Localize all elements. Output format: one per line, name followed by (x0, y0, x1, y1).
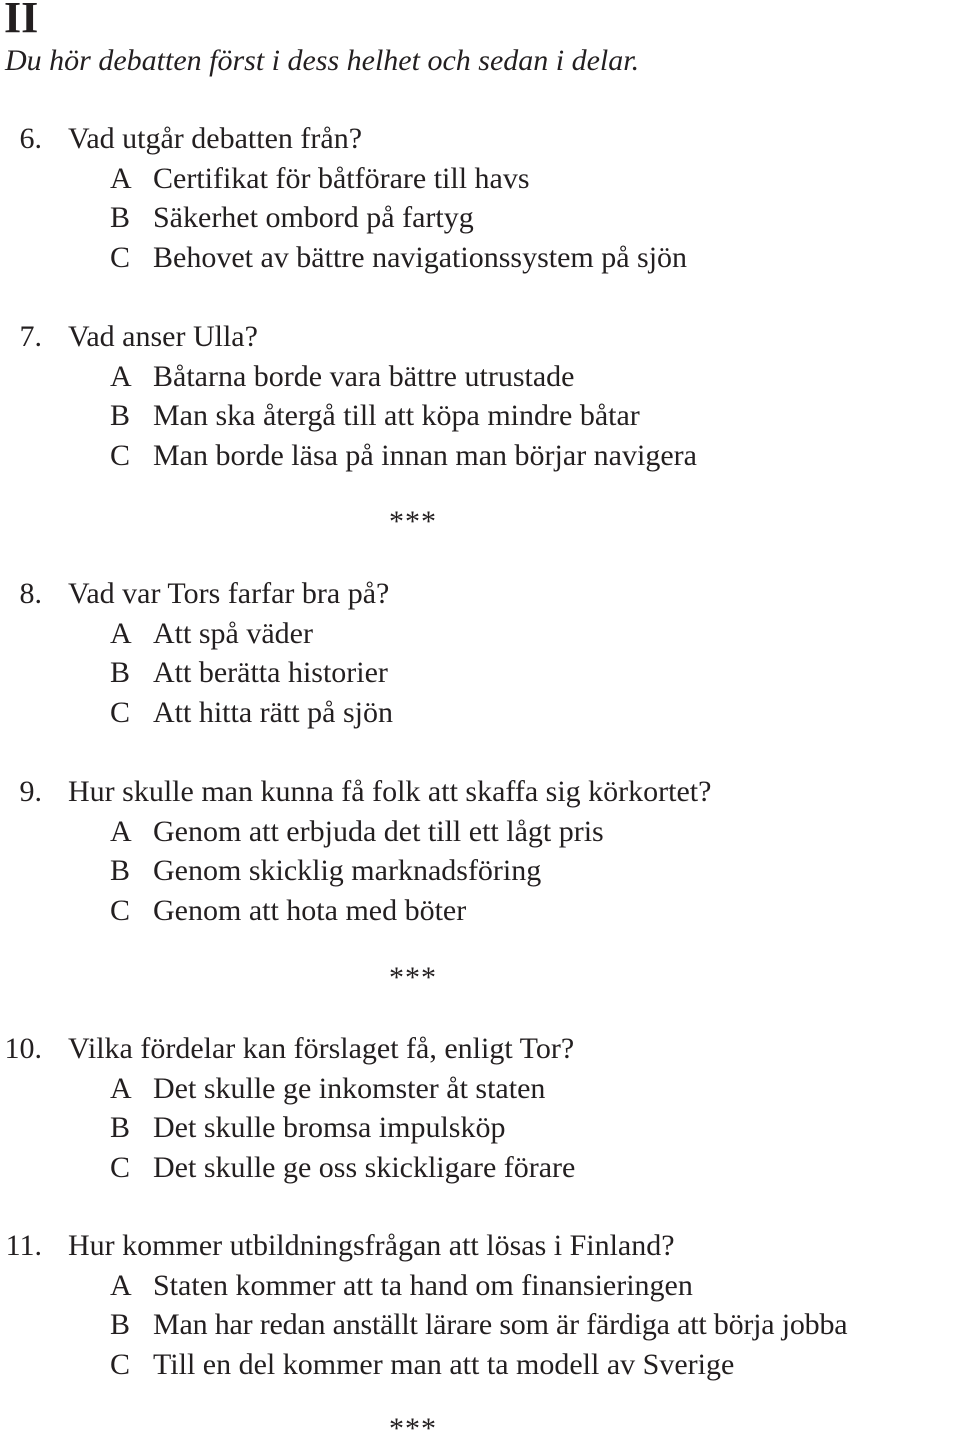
question-number: 11. (5, 1229, 42, 1262)
option-b (0, 1305, 960, 1345)
section-separator: *** (389, 505, 437, 538)
question-number: 6. (19, 122, 42, 155)
option-c (0, 693, 960, 733)
option-a (0, 357, 960, 397)
question-10 (0, 1029, 960, 1187)
option-letter: C (110, 1347, 131, 1381)
option-text: Man ska återgå till att köpa mindre båtar (153, 399, 640, 433)
question-6 (0, 119, 960, 277)
option-letter: C (110, 438, 131, 472)
option-c (0, 1148, 960, 1188)
option-text: Att berätta historier (153, 656, 388, 690)
option-b (0, 1108, 960, 1148)
option-letter: A (110, 814, 132, 848)
option-text: Genom att erbjuda det till ett lågt pris (153, 814, 604, 848)
option-letter: B (110, 854, 131, 888)
option-a (0, 812, 960, 852)
option-a (0, 1266, 960, 1306)
question-8 (0, 574, 960, 732)
option-letter: B (110, 1308, 131, 1342)
option-text: Båtarna borde vara bättre utrustade (153, 359, 575, 393)
option-text: Genom skicklig marknadsföring (153, 854, 542, 888)
option-letter: C (110, 893, 131, 927)
question-number: 8. (19, 577, 42, 610)
section-instruction: Du hör debatten först i dess helhet och sedan i delar. (5, 44, 640, 77)
option-b (0, 851, 960, 891)
option-text: Man borde läsa på innan man börjar navigera (153, 438, 697, 472)
option-b (0, 198, 960, 238)
option-text: Det skulle ge inkomster åt staten (153, 1071, 546, 1105)
option-text: Staten kommer att ta hand om finansieringen (153, 1268, 693, 1302)
option-text: Till en del kommer man att ta modell av Sverige (153, 1347, 735, 1381)
option-c (0, 1345, 960, 1385)
question-text: Vad var Tors farfar bra på? (68, 577, 390, 610)
option-text: Säkerhet ombord på fartyg (153, 201, 474, 235)
option-letter: B (110, 656, 131, 690)
option-c (0, 436, 960, 476)
option-text: Certifikat för båtförare till havs (153, 161, 530, 195)
question-number: 7. (19, 320, 42, 353)
option-letter: B (110, 399, 131, 433)
question-row (0, 317, 960, 357)
question-text: Hur skulle man kunna få folk att skaffa sig körkortet? (68, 775, 712, 808)
section-separator: *** (389, 961, 437, 994)
option-b (0, 396, 960, 436)
question-row (0, 772, 960, 812)
option-letter: A (110, 616, 132, 650)
question-text: Vilka fördelar kan förslaget få, enligt Tor? (68, 1032, 575, 1065)
question-text: Hur kommer utbildningsfrågan att lösas i Finland? (68, 1229, 675, 1262)
option-c (0, 891, 960, 931)
option-letter: A (110, 359, 132, 393)
question-row (0, 1029, 960, 1069)
option-letter: B (110, 1111, 131, 1145)
option-text: Genom att hota med böter (153, 893, 467, 927)
option-text: Det skulle bromsa impulsköp (153, 1111, 506, 1145)
option-text: Behovet av bättre navigationssystem på sjön (153, 240, 688, 274)
option-text: Att spå väder (153, 616, 313, 650)
question-text: Vad utgår debatten från? (68, 122, 363, 155)
option-letter: A (110, 1268, 132, 1302)
option-letter: C (110, 240, 131, 274)
question-9 (0, 772, 960, 930)
option-a (0, 1069, 960, 1109)
question-row (0, 119, 960, 159)
option-text: Att hitta rätt på sjön (153, 695, 393, 729)
option-letter: C (110, 1150, 131, 1184)
question-row (0, 574, 960, 614)
question-7 (0, 317, 960, 475)
question-text: Vad anser Ulla? (68, 320, 258, 353)
option-letter: C (110, 695, 131, 729)
option-a (0, 159, 960, 199)
question-11 (0, 1226, 960, 1384)
section-separator: *** (389, 1412, 437, 1445)
option-c (0, 238, 960, 278)
option-text: Man har redan anställt lärare som är färdiga att börja jobba (153, 1308, 848, 1342)
option-letter: A (110, 161, 132, 195)
option-a (0, 614, 960, 654)
option-letter: B (110, 201, 131, 235)
option-text: Det skulle ge oss skickligare förare (153, 1150, 576, 1184)
question-number: 10. (4, 1032, 42, 1065)
question-row (0, 1226, 960, 1266)
option-letter: A (110, 1071, 132, 1105)
question-number: 9. (19, 775, 42, 808)
option-b (0, 653, 960, 693)
section-title: II (4, 0, 39, 42)
